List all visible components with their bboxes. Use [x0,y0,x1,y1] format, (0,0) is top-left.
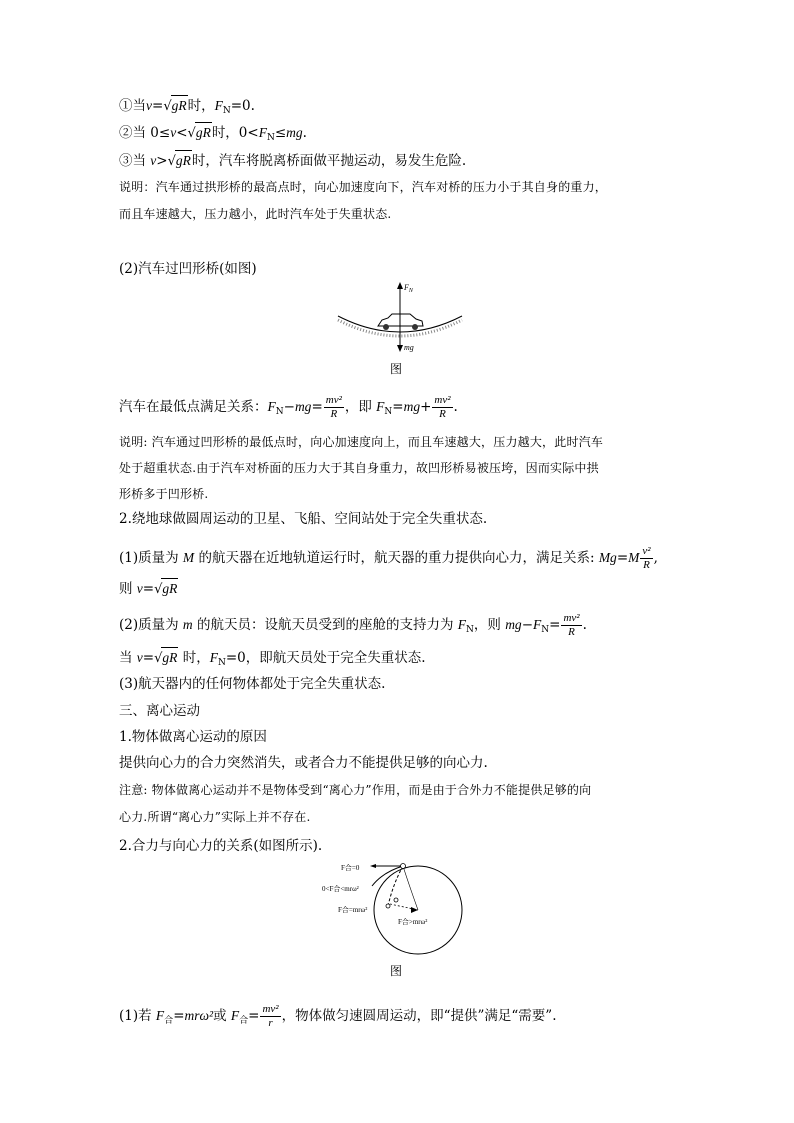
figure-2-caption: 图 [390,964,403,978]
subscript: 合 [164,1016,174,1026]
var-gR: gR [171,95,188,116]
text: ，即 [344,399,377,415]
section-concave-bridge-title: (2)汽车过凹形桥(如图) [119,261,257,277]
lowest-point-equation [119,394,458,422]
numerator: mv² [434,394,451,406]
paragraph-2: 2.绕地球做圆周运动的卫星、飞船、空间站处于完全失重状态. [119,511,488,527]
centrifugal-figure [318,860,468,958]
var-gR: gR [161,647,178,668]
text: =0. [230,98,255,114]
text: 时， [187,98,215,114]
text: = [248,1008,260,1024]
text: 时，汽车将脱离桥面做平抛运动，易发生危险. [191,153,467,169]
paragraph-2-2 [119,612,587,640]
fraction [260,1003,280,1030]
condition-2 [119,122,307,148]
text: 或 [213,1008,231,1024]
fn-label: $F_N$ [404,283,413,294]
var-mrw: mrω² [184,1008,214,1023]
text: = [173,1008,185,1024]
var-mg: mg [294,399,312,414]
var-F: F [230,1008,240,1023]
text: ③当 [119,153,151,169]
paragraph-2-1 [119,545,658,572]
var-F: F [209,650,218,665]
note-2-line-2: 处于超重状态.由于汽车对桥面的压力大于其自身重力，故凹形桥易被压垮，因而实际中拱 [119,461,599,475]
figure-1-caption: 图 [390,362,403,376]
note-1-line-2: 而且车速越大，压力越小，此时汽车处于失重状态. [119,207,392,221]
fraction [432,394,452,421]
fraction [324,394,344,421]
text: 则 [119,581,137,597]
note-1-line-1: 说明：汽车通过拱形桥的最高点时，向心加速度向下，汽车对桥的压力小于其自身的重力， [119,180,608,194]
subscript: N [266,133,275,143]
label-zero: F合=0 [341,864,360,872]
var-v: v [170,125,177,140]
var-gR: gR [161,578,178,599]
var-M: M [628,550,640,565]
var-m: m [182,617,193,632]
text: . [302,125,307,141]
fraction [640,545,652,572]
var-v: v [136,650,143,665]
var-F: F [214,98,223,113]
denominator: r [268,1017,273,1029]
text: = [616,550,629,566]
text: = [142,650,155,666]
numerator: mv² [262,1003,279,1015]
numerator: mv² [563,612,580,624]
concave-bridge-figure [330,278,470,358]
var-v: v [136,581,143,596]
text: 的航天员：设航天员受到的座舱的支持力为 [192,617,458,633]
var-gR: gR [175,150,192,171]
text: = [152,98,164,114]
text: 时，0< [211,125,259,141]
var-F: F [457,617,467,632]
text: (2)质量为 [119,617,183,633]
text: ②当 0≤ [119,125,171,141]
subscript: N [384,407,393,417]
subscript: N [217,658,226,668]
text: − [283,399,295,415]
text: ①当 [119,98,146,114]
section-3-title: 三、离心运动 [119,703,200,719]
text: = [311,399,323,415]
denominator: R [439,408,446,420]
paragraph-2-2-result [119,647,426,673]
text: . [453,399,458,415]
sqrt-symbol: √ [154,651,163,666]
text: 时， [178,650,210,666]
condition-3 [119,150,466,172]
text: + [420,399,432,415]
paragraph-3-1: 1.物体做离心运动的原因 [119,729,267,745]
text: =0，即航天员处于完全失重状态. [225,650,426,666]
subscript: N [466,625,474,635]
text: − [521,617,533,633]
numerator: mv² [325,394,342,406]
text: , [653,550,658,566]
text: ，则 [473,617,506,633]
label-equal: F合=mrω² [338,906,368,914]
label-less: 0<F合<mrω² [322,885,359,893]
subscript: N [541,625,550,635]
subscript: N [275,407,284,417]
note-3-line-2: 心力.所谓“离心力”实际上并不存在. [119,810,311,824]
text: (1)质量为 [119,550,183,566]
numerator: v² [642,545,651,557]
denominator: R [568,626,575,638]
text: ≤ [274,125,287,141]
note-3-line-1: 注意: 物体做离心运动并不是物体受到“离心力”作用，而是由于合外力不能提供足够的向 [119,783,592,797]
paragraph-3-2: 2.合力与向心力的关系(如图所示). [119,838,323,854]
var-Mg: Mg [598,550,617,565]
text: ，物体做匀速圆周运动，即“提供”满足“需要”. [281,1008,557,1024]
text: 汽车在最低点满足关系： [119,399,268,415]
denominator: R [643,559,650,571]
var-F: F [376,399,385,414]
var-v: v [150,153,157,168]
note-2-line-3: 形桥多于凹形桥. [119,487,209,501]
var-gR: gR [195,122,212,143]
text: (1)若 [119,1008,156,1024]
var-F: F [533,617,542,632]
var-v: v [146,98,152,113]
note-2-line-1: 说明: 汽车通过凹形桥的最低点时，向心加速度向上，而且车速越大，压力越大，此时汽车 [119,435,604,449]
label-greater: F合>mrω² [398,918,428,926]
var-F: F [267,399,276,414]
sqrt-symbol: √ [154,582,163,597]
paragraph-2-1-result [119,578,178,600]
paragraph-2-3: (3)航天器内的任何物体都处于完全失重状态. [119,676,386,692]
condition-1 [119,95,255,121]
sqrt-symbol: √ [167,154,176,169]
paragraph-last [119,1003,557,1031]
text: < [176,125,188,141]
text: 的航天器在近地轨道运行时，航天器的重力提供向心力，满足关系: [194,550,599,566]
fraction [561,612,581,639]
text: . [582,617,587,633]
var-F: F [258,125,267,140]
text: 当 [119,650,137,666]
sqrt-symbol: √ [163,99,172,114]
paragraph-3-1-body: 提供向心力的合力突然消失，或者合力不能提供足够的向心力. [119,755,488,771]
text: = [549,617,561,633]
text: > [156,153,168,169]
var-mg: mg [505,617,522,632]
var-mg: mg [403,399,421,414]
var-F: F [155,1008,165,1023]
text: = [142,581,155,597]
text: = [392,399,404,415]
subscript: N [222,106,231,116]
var-M: M [182,550,195,565]
subscript: 合 [239,1016,249,1026]
sqrt-symbol: √ [187,126,196,141]
mg-label: mg [404,343,414,352]
var-mg: mg [286,125,303,140]
denominator: R [330,408,338,420]
